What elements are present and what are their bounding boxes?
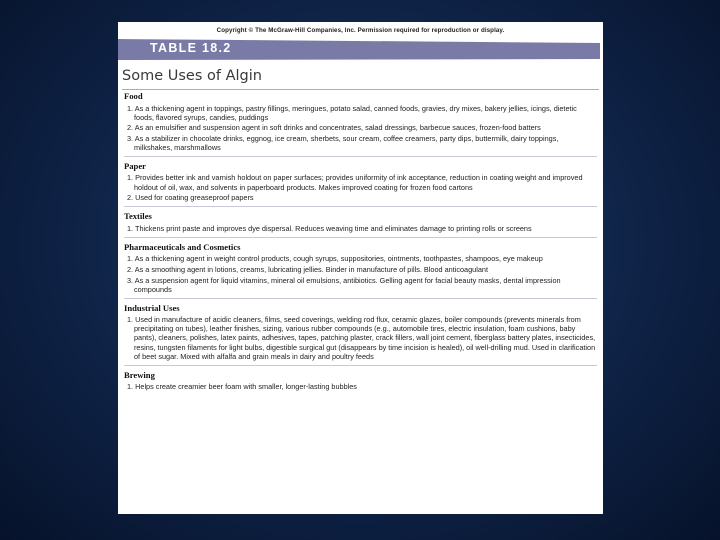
section-industrial — [124, 303, 597, 361]
list-item: 2. As an emulsifier and suspension agent in soft drinks and concentrates, salad dressings, barbecue sauces, frozen-food batters — [127, 123, 541, 133]
section-divider — [124, 365, 597, 366]
table-content — [118, 91, 603, 391]
section-heading: Pharmaceuticals and Cosmetics — [124, 241, 241, 252]
list-item: 1. As a thickening agent in toppings, pastry fillings, meringues, potato salad, canned foods, gravies, dry mixes, bakery jellies, icings, dietetic foods, flavored syrups, candies, puddings — [127, 103, 577, 122]
list-item: 3. As a stabilizer in chocolate drinks, eggnog, ice cream, sherbets, sour cream, coffee creamers, party dips, buttermilk, dairy toppings, milkshakes, marshmallows — [127, 133, 559, 152]
section-divider — [124, 206, 597, 207]
table-label: TABLE 18.2 — [150, 41, 232, 55]
section-heading: Food — [124, 91, 143, 101]
section-brewing — [124, 370, 597, 392]
title-rule — [122, 89, 599, 90]
table-banner — [118, 37, 603, 61]
section-divider — [124, 298, 597, 299]
section-heading: Textiles — [124, 211, 152, 222]
section-paper — [124, 161, 597, 202]
section-heading: Paper — [124, 160, 146, 171]
section-heading: Industrial Uses — [124, 302, 180, 313]
table-page — [118, 22, 603, 514]
section-pharmaceuticals — [124, 242, 597, 294]
section-textiles — [124, 211, 597, 233]
list-item: 1. Helps create creamier beer foam with smaller, longer-lasting bubbles — [127, 382, 357, 392]
section-food — [124, 91, 597, 152]
list-item: 2. As a smoothing agent in lotions, creams, lubricating jellies. Binder in manufacture of pills. Blood anticoagulant — [127, 264, 488, 274]
list-item: 2. Used for coating greaseproof papers — [127, 193, 254, 203]
list-item: 1. As a thickening agent in weight control products, cough syrups, suppositories, ointments, toothpastes, shampoos, eye makeup — [127, 254, 543, 264]
section-divider — [124, 156, 597, 157]
table-title: Some Uses of Algin — [122, 68, 262, 84]
list-item: 1. Thickens print paste and improves dye dispersal. Reduces weaving time and eliminates damage to printing rolls or screens — [127, 223, 532, 233]
section-divider — [124, 237, 597, 238]
list-item: 1. Used in manufacture of acidic cleaners, films, seed coverings, welding rod flux, ceramic glazes, boiler compounds (prevents minerals from precipitating on tubes), leather finishes, sizing, various rubber compounds (e.g., automobile tires, electric insulation, foam cushions, baby pants), cleaners, polishes, latex paints, adhesives, tapes, patching plaster, crack fillers, wall joint cement, fiberglass battery plates, insecticides, resins, tungsten filaments for light bulbs, digestible surgical gut (disappears by time incision is healed), oil well-drilling mud. Used in clarification of beet sugar. Mixed with alfalfa and grain meals in dairy and poultry feeds — [127, 315, 596, 361]
section-heading: Brewing — [124, 369, 155, 380]
list-item: 1. Provides better ink and varnish holdout on paper surfaces; provides uniformity of ink acceptance, reduction in coating weight and improved holdout of oil, wax, and solvents in paperboard products. Makes improved coating for frozen food cartons — [127, 173, 583, 192]
copyright-notice: Copyright © The McGraw-Hill Companies, Inc. Permission required for reproduction or display. — [216, 27, 505, 34]
list-item: 3. As a suspension agent for liquid vitamins, mineral oil emulsions, antibiotics. Gelling agent for facial beauty masks, dental impression compounds — [127, 275, 561, 294]
